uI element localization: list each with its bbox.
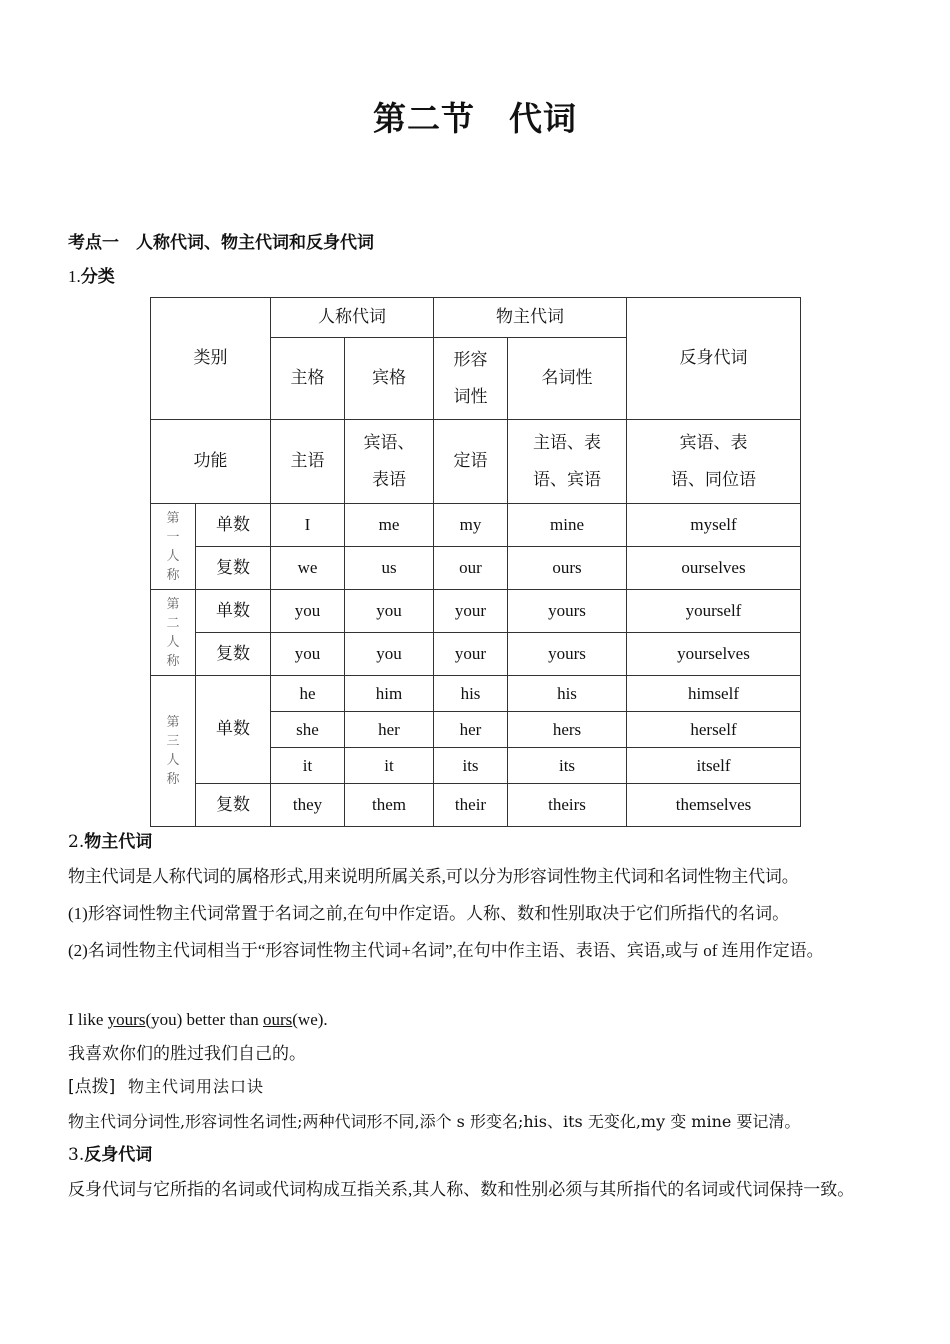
cell: yours — [508, 633, 627, 676]
cell: ourselves — [627, 547, 801, 590]
function-obj: 宾语、 表语 — [345, 420, 434, 504]
cell: itself — [627, 748, 801, 784]
number-plural: 复数 — [196, 633, 271, 676]
cell: them — [345, 784, 434, 827]
row-function-label: 功能 — [151, 420, 271, 504]
cell: me — [345, 504, 434, 547]
cell: her — [345, 712, 434, 748]
header-personal: 人称代词 — [271, 298, 434, 338]
cell: mine — [508, 504, 627, 547]
underlined-ours: ours — [262, 1010, 293, 1029]
paragraph-point-2: (2)名词性物主代词相当于“形容词性物主代词+名词”,在句中作主语、表语、宾语,或与 of 连用作定语。 — [68, 941, 824, 960]
subsection-reflexive — [68, 1145, 152, 1165]
number-plural: 复数 — [196, 547, 271, 590]
cell: you — [345, 590, 434, 633]
paragraph-reflexive: 反身代词与它所指的名词或代词构成互指关系,其人称、数和性别必须与其所指代的名词或代词保持一致。 — [68, 1180, 855, 1199]
underlined-yours: yours — [107, 1010, 146, 1029]
paragraph-intro: 物主代词是人称代词的属格形式,用来说明所属关系,可以分为形容词性物主代词和名词性物主代词。 — [68, 867, 799, 886]
header-adjectival: 形容 词性 — [434, 338, 508, 420]
tip-text: 物主代词分词性,形容词性名词性;两种代词形不同,添个 s 形变名;his、its 无变化,my 变 mine 要记清。 — [68, 1112, 801, 1131]
cell: ours — [508, 547, 627, 590]
cell: you — [271, 633, 345, 676]
cell: you — [345, 633, 434, 676]
person-second-label: 第 二 人 称 — [151, 590, 196, 676]
function-adj: 定语 — [434, 420, 508, 504]
cell: its — [434, 748, 508, 784]
header-category: 类别 — [151, 298, 271, 420]
section-heading: 考点一 人称代词、物主代词和反身代词 — [68, 233, 374, 253]
cell: your — [434, 633, 508, 676]
person-third-label: 第 三 人 称 — [151, 676, 196, 827]
subsection-number: 1. — [68, 267, 81, 286]
cell: you — [271, 590, 345, 633]
cell: theirs — [508, 784, 627, 827]
cell: their — [434, 784, 508, 827]
subsection-number: 3. — [68, 1145, 85, 1165]
number-singular: 单数 — [196, 590, 271, 633]
number-singular: 单数 — [196, 504, 271, 547]
header-objective: 宾格 — [345, 338, 434, 420]
example-translation: 我喜欢你们的胜过我们自己的。 — [68, 1044, 306, 1063]
cell: her — [434, 712, 508, 748]
subsection-number: 2. — [68, 832, 85, 852]
subsection-label: 分类 — [80, 267, 115, 287]
subsection-label: 物主代词 — [84, 832, 153, 852]
cell: he — [271, 676, 345, 712]
cell: I — [271, 504, 345, 547]
cell: it — [271, 748, 345, 784]
cell: she — [271, 712, 345, 748]
cell: yourselves — [627, 633, 801, 676]
cell: yourself — [627, 590, 801, 633]
cell: his — [434, 676, 508, 712]
header-subjective: 主格 — [271, 338, 345, 420]
cell: its — [508, 748, 627, 784]
cell: his — [508, 676, 627, 712]
tip-title: 物主代词用法口诀 — [128, 1077, 265, 1096]
function-reflexive: 宾语、表 语、同位语 — [627, 420, 801, 504]
paragraph-point-1: (1)形容词性物主代词常置于名词之前,在句中作定语。人称、数和性别取决于它们所指代的名词。 — [68, 904, 790, 923]
cell: themselves — [627, 784, 801, 827]
example-sentence: I like yours(you) better than ours(we). — [68, 1010, 328, 1029]
page-title: 第二节 代词 — [373, 99, 577, 138]
subsection-label: 反身代词 — [84, 1145, 153, 1165]
pronoun-table — [150, 297, 801, 827]
cell: myself — [627, 504, 801, 547]
function-noun: 主语、表 语、宾语 — [508, 420, 627, 504]
cell: himself — [627, 676, 801, 712]
cell: hers — [508, 712, 627, 748]
cell: him — [345, 676, 434, 712]
cell: it — [345, 748, 434, 784]
cell: us — [345, 547, 434, 590]
cell: my — [434, 504, 508, 547]
subsection-possessive — [68, 832, 152, 852]
person-first-label: 第 一 人 称 — [151, 504, 196, 590]
number-singular: 单数 — [196, 676, 271, 784]
header-reflexive: 反身代词 — [627, 298, 801, 420]
cell: our — [434, 547, 508, 590]
function-subj: 主语 — [271, 420, 345, 504]
cell: they — [271, 784, 345, 827]
header-possessive: 物主代词 — [434, 298, 627, 338]
cell: herself — [627, 712, 801, 748]
cell: your — [434, 590, 508, 633]
tip-heading — [68, 1070, 898, 1104]
tip-label: [点拨] — [68, 1077, 116, 1097]
cell: yours — [508, 590, 627, 633]
subsection-classification — [68, 262, 115, 287]
cell: we — [271, 547, 345, 590]
header-nominal: 名词性 — [508, 338, 627, 420]
number-plural: 复数 — [196, 784, 271, 827]
